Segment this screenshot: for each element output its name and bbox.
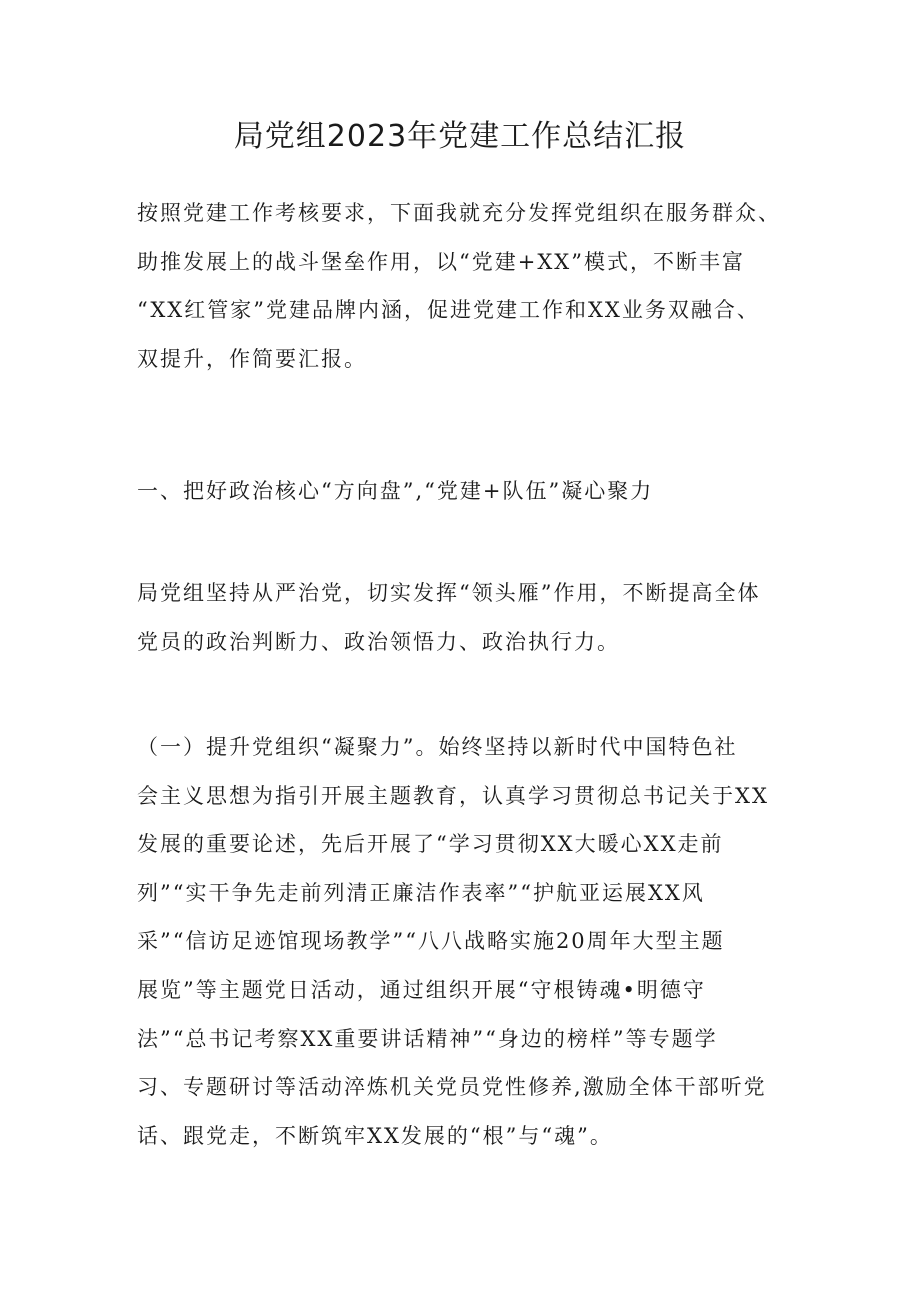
paragraph-section-intro (137, 569, 817, 666)
paragraph-line: “XX红管家”党建品牌内涵，促进党建工作和XX业务双融合、 (137, 298, 760, 323)
paragraph-line: 发展的重要论述，先后开展了“学习贯彻XX大暖心XX走前 (137, 832, 724, 857)
section-heading (137, 467, 817, 516)
paragraph-line: 按照党建工作考核要求，下面我就充分发挥党组织在服务群众、 (137, 201, 781, 225)
paragraph-subsection-1 (137, 723, 817, 1160)
paragraph-line: 采”“信访足迹馆现场教学”“八八战略实施20周年大型主题 (137, 929, 725, 954)
paragraph-line: 展览”等主题党日活动，通过组织开展“守根铸魂•明德守 (137, 977, 706, 1002)
paragraph-line: 双提升，作简要汇报。 (137, 346, 367, 371)
paragraph-line: 助推发展上的战斗堡垒作用，以“党建+XX”模式，不断丰富 (137, 249, 745, 274)
paragraph-line: 列”“实干争先走前列清正廉洁作表率”“护航亚运展XX风 (137, 880, 705, 905)
heading-line: 一、把好政治核心“方向盘”,“党建+队伍”凝心聚力 (137, 479, 654, 503)
paragraph-line: （一）提升党组织“凝聚力”。始终坚持以新时代中国特色社 (137, 735, 738, 759)
paragraph-intro (137, 189, 817, 383)
paragraph-line: 习、专题研讨等活动淬炼机关党员党性修养,激励全体干部听党 (137, 1075, 767, 1100)
paragraph-line: 会主义思想为指引开展主题教育，认真学习贯彻总书记关于XX (137, 783, 769, 808)
paragraph-line: 党员的政治判断力、政治领悟力、政治执行力。 (137, 629, 620, 654)
paragraph-line: 局党组坚持从严治党，切实发挥“领头雁”作用，不断提高全体 (137, 581, 761, 605)
paragraph-line: 话、跟党走，不断筑牢XX发展的“根”与“魂”。 (137, 1123, 613, 1148)
paragraph-line: 法”“总书记考察XX重要讲话精神”“身边的榜样”等专题学 (137, 1026, 718, 1051)
document-title: 局党组2023年党建工作总结汇报 (233, 119, 687, 154)
